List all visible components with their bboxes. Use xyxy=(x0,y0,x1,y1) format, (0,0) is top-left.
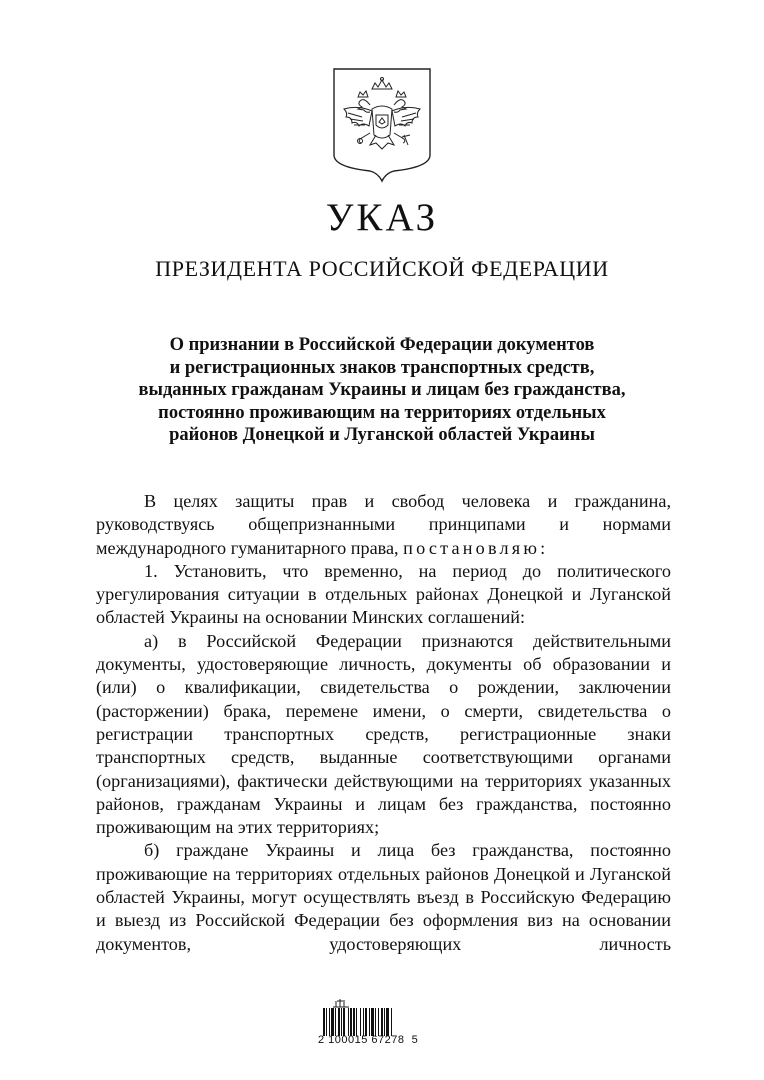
clause-b-paragraph: б) граждане Украины и лица без гражданства, постоянно проживающие на территориях отдельных районов Донецкой и Луганской областей Украины, могут осуществлять въезд в Российскую Федерацию и выезд из Российской Федерации без оформления виз на основании документов, удостоверяющих личность xyxy=(96,840,671,954)
heading-line: постоянно проживающим на территориях отдельных xyxy=(158,402,606,423)
decree-heading xyxy=(0,334,764,447)
heading-line: и регистрационных знаков транспортных средств, xyxy=(169,357,595,378)
coat-of-arms-icon xyxy=(332,67,432,183)
heading-line: О признании в Российской Федерации документов xyxy=(169,335,595,355)
preamble-paragraph xyxy=(96,490,671,560)
document-subtitle: ПРЕЗИДЕНТА РОССИЙСКОЙ ФЕДЕРАЦИИ xyxy=(155,256,609,281)
heading-line: районов Донецкой и Луганской областей Украины xyxy=(169,425,595,445)
decree-word: постановляю: xyxy=(403,537,549,558)
clause-1-paragraph: 1. Установить, что временно, на период до политического урегулирования ситуации в отдельных районах Донецкой и Луганской областей Украины на основании Минских соглашений: xyxy=(96,560,671,628)
barcode-icon xyxy=(322,1008,427,1036)
barcode-number: 2 100015 67278 5 xyxy=(318,1034,419,1046)
decree-body xyxy=(96,490,671,956)
clause-a-paragraph: а) в Российской Федерации признаются действительными документы, удостоверяющие личность, документы об образовании и (или) о квалификации, свидетельства о рождении, заключении (расторжении) брака, перемене имени, о смерти, свидетельства о регистрации транспортных средств, регистрационные знаки транспортных средств, выданные соответствующими органами (организациями), фактически действующими на территориях указанных районов, гражданам Украины и лицам без гражданства, постоянно проживающим на этих территориях; xyxy=(96,630,671,838)
preamble-text: В целях защиты прав и свобод человека и гражданина, руководствуясь общепризнанными принципами и нормами международного гуманитарного права, xyxy=(96,491,671,558)
heading-line: выданных гражданам Украины и лицам без гражданства, xyxy=(138,380,626,400)
document-title: УКАЗ xyxy=(325,196,439,239)
